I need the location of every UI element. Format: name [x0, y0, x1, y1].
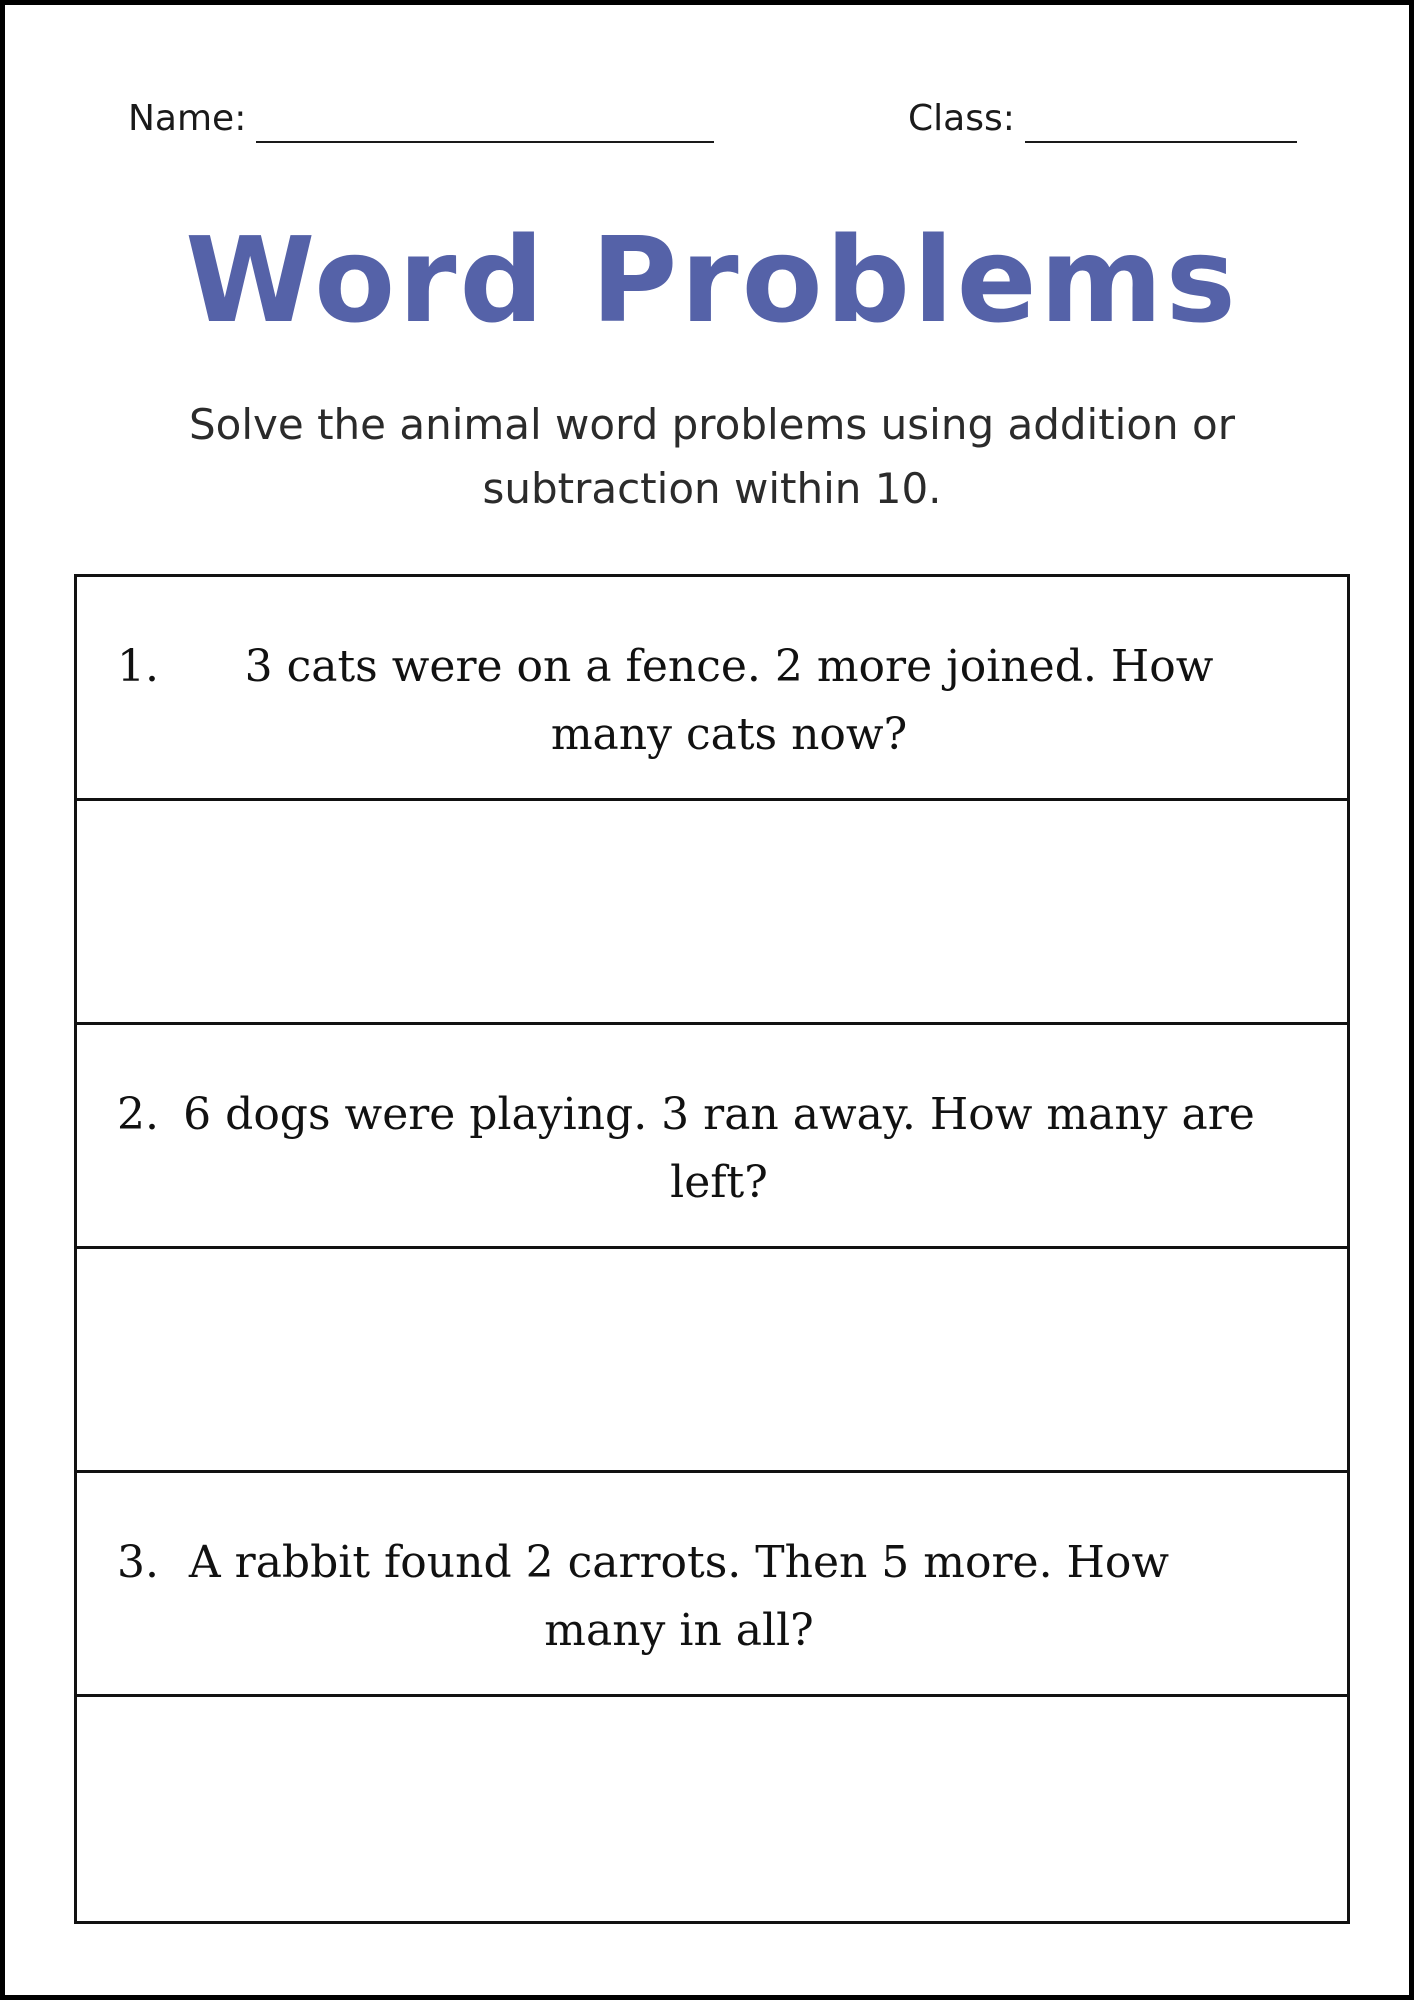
name-write-line[interactable] — [256, 101, 714, 143]
class-label: Class: — [908, 98, 1015, 139]
question-text: A rabbit found 2 carrots. Then 5 more. How many in all? — [188, 1537, 1170, 1656]
question-row-1 — [77, 577, 1347, 801]
answer-box-3[interactable] — [77, 1697, 1347, 1921]
question-row-3 — [77, 1473, 1347, 1697]
page-title: Word Problems — [185, 211, 1239, 349]
name-label: Name: — [128, 98, 247, 139]
question-number: 1. — [117, 641, 159, 692]
problems-table — [74, 574, 1350, 1924]
question-number: 3. — [117, 1537, 159, 1588]
question-1 — [77, 577, 1347, 769]
class-write-line[interactable] — [1025, 101, 1297, 143]
question-2 — [77, 1025, 1347, 1217]
question-row-2 — [77, 1025, 1347, 1249]
answer-box-1[interactable] — [77, 801, 1347, 1025]
instructions-text: Solve the animal word problems using addition or subtraction within 10. — [189, 400, 1235, 513]
question-text: 3 cats were on a fence. 2 more joined. How many cats now? — [244, 641, 1214, 760]
question-text: 6 dogs were playing. 3 ran away. How many are left? — [183, 1089, 1255, 1208]
name-field — [128, 95, 714, 143]
question-3 — [77, 1473, 1347, 1665]
class-field — [908, 95, 1297, 143]
answer-box-2[interactable] — [77, 1249, 1347, 1473]
question-number: 2. — [117, 1089, 159, 1140]
